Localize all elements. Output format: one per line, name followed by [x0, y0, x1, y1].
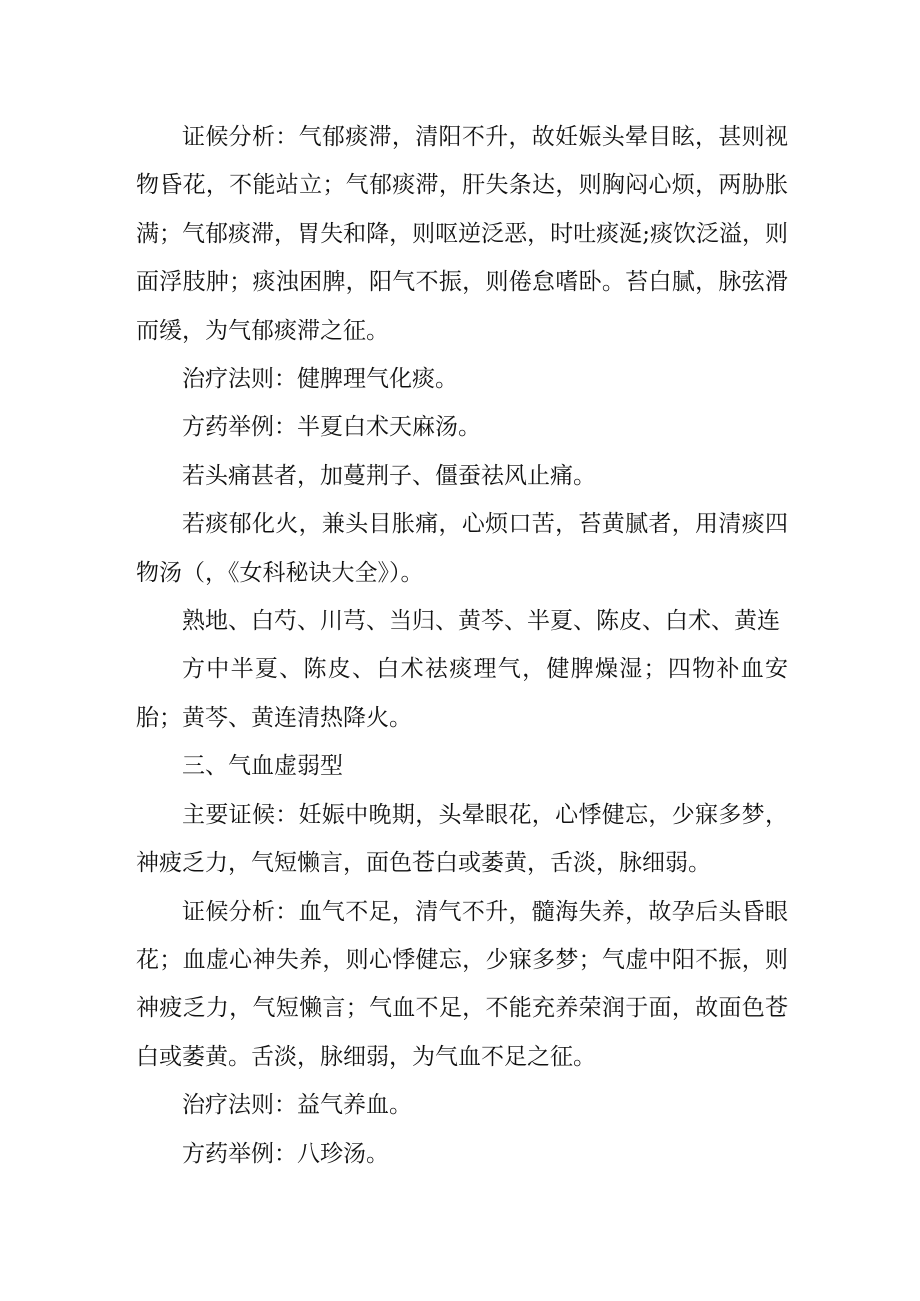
paragraph-treatment-principle-deficiency: 治疗法则：益气养血。	[182, 1092, 412, 1119]
paragraph-prescription-phlegm: 方药举例：半夏白术天麻汤。	[182, 414, 481, 441]
paragraph-prescription-deficiency: 方药举例：八珍汤。	[182, 1140, 389, 1167]
paragraph-main-symptoms: 主要证候：妊娠中晚期，头晕眼花，心悸健忘，少寐多梦，神疲乏力，气短懒言，面色苍白或萎黄，舌淡，脉细弱。	[136, 801, 788, 877]
section-heading-qi-blood-deficiency: 三、气血虚弱型	[182, 753, 343, 780]
paragraph-headache-modification: 若头痛甚者，加蔓荆子、僵蚕祛风止痛。	[182, 462, 596, 489]
paragraph-herb-list: 熟地、白芍、川芎、当归、黄芩、半夏、陈皮、白术、黄连	[182, 608, 780, 635]
paragraph-fire-modification: 若痰郁化火，兼头目胀痛，心烦口苦，苔黄腻者，用清痰四物汤（，《女科秘诀大全》）。	[136, 511, 788, 586]
paragraph-formula-explanation: 方中半夏、陈皮、白术祛痰理气，健脾燥湿；四物补血安胎；黄芩、黄连清热降火。	[136, 656, 788, 731]
paragraph-treatment-principle-phlegm: 治疗法则：健脾理气化痰。	[182, 366, 458, 393]
paragraph-syndrome-analysis-deficiency: 证候分析：血气不足，清气不升，髓海失养，故孕后头昏眼花；血虚心神失养，则心悸健忘，少寐多梦；气虚中阳不振，则神疲乏力，气短懒言；气血不足，不能充养荣润于面，故面色苍白或萎黄。舌淡，脉细弱，为气血不足之征。	[136, 898, 788, 1070]
paragraph-syndrome-analysis-phlegm: 证候分析：气郁痰滞，清阳不升，故妊娠头晕目眩，甚则视物昏花，不能站立；气郁痰滞，肝失条达，则胸闷心烦，两胁胀满；气郁痰滞，胃失和降，则呕逆泛恶，时吐痰涎;痰饮泛溢，则面浮肢肿；痰浊困脾，阳气不振，则倦怠嗜卧。苔白腻，脉弦滑而缓，为气郁痰滞之征。	[136, 124, 788, 344]
document-body	[136, 113, 788, 1178]
